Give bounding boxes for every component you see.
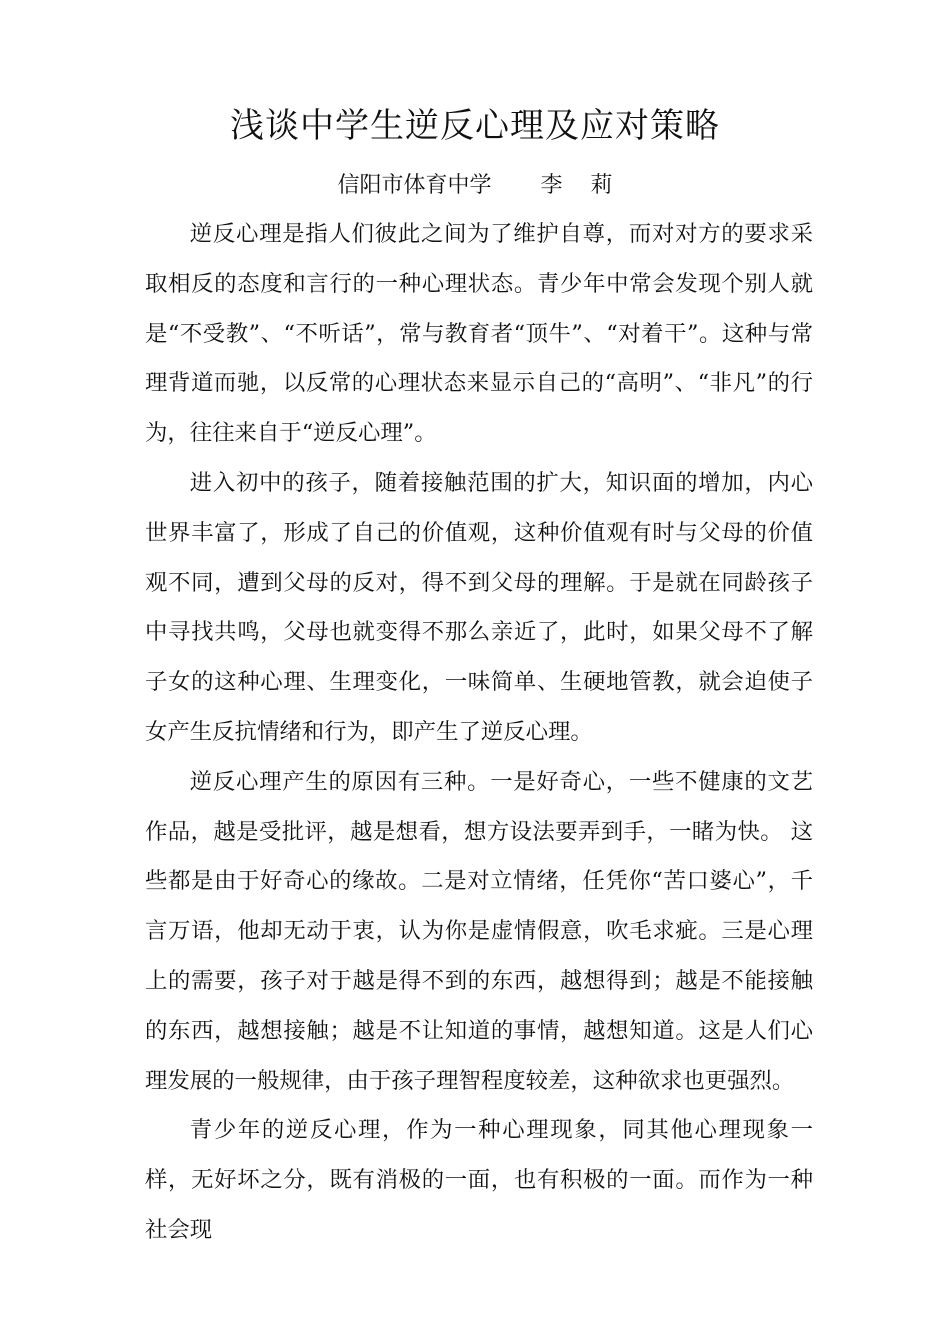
author-byline: 信阳市体育中学 李 莉 xyxy=(337,173,613,198)
paragraph-junior-high: 进入初中的孩子，随着接触范围的扩大，知识面的增加，内心世界丰富了，形成了自己的价值观，这种价值观有时与父母的价值观不同，遭到父母的反对，得不到父母的理解。于是就在同龄孩子中寻找共鸣，父母也就变得不那么亲近了，此时，如果父母不了解子女的这种心理、生理变化，一味简单、生硬地管教，就会迫使子女产生反抗情绪和行为，即产生了逆反心理。 xyxy=(145,469,813,745)
document-title: 浅谈中学生逆反心理及应对策略 xyxy=(230,106,720,146)
paragraph-definition: 逆反心理是指人们彼此之间为了维护自尊，而对对方的要求采取相反的态度和言行的一种心理状态。青少年中常会发现个别人就是“不受教”、“不听话”，常与教育者“顶牛”、“对着干”。这种与常理背道而驰，以反常的心理状态来显示自己的“高明”、“非凡”的行为，往往来自于“逆反心理”。 xyxy=(145,221,813,447)
paragraph-causes: 逆反心理产生的原因有三种。一是好奇心，一些不健康的文艺作品，越是受批评，越是想看，想方设法要弄到手，一睹为快。 这些都是由于好奇心的缘故。二是对立情绪，任凭你“苦口婆心”，千言万语，他却无动于衷，认为你是虚情假意，吹毛求疵。三是心理上的需要，孩子对于越是得不到的东西，越想得到；越是不能接触的东西，越想接触；越是不让知道的事情，越想知道。这是人们心理发展的一般规律，由于孩子理智程度较差，这种欲求也更强烈。 xyxy=(145,768,813,1094)
paragraph-nature: 青少年的逆反心理，作为一种心理现象，同其他心理现象一样，无好坏之分，既有消极的一面，也有积极的一面。而作为一种社会现 xyxy=(145,1117,813,1243)
document-body xyxy=(145,210,813,1256)
